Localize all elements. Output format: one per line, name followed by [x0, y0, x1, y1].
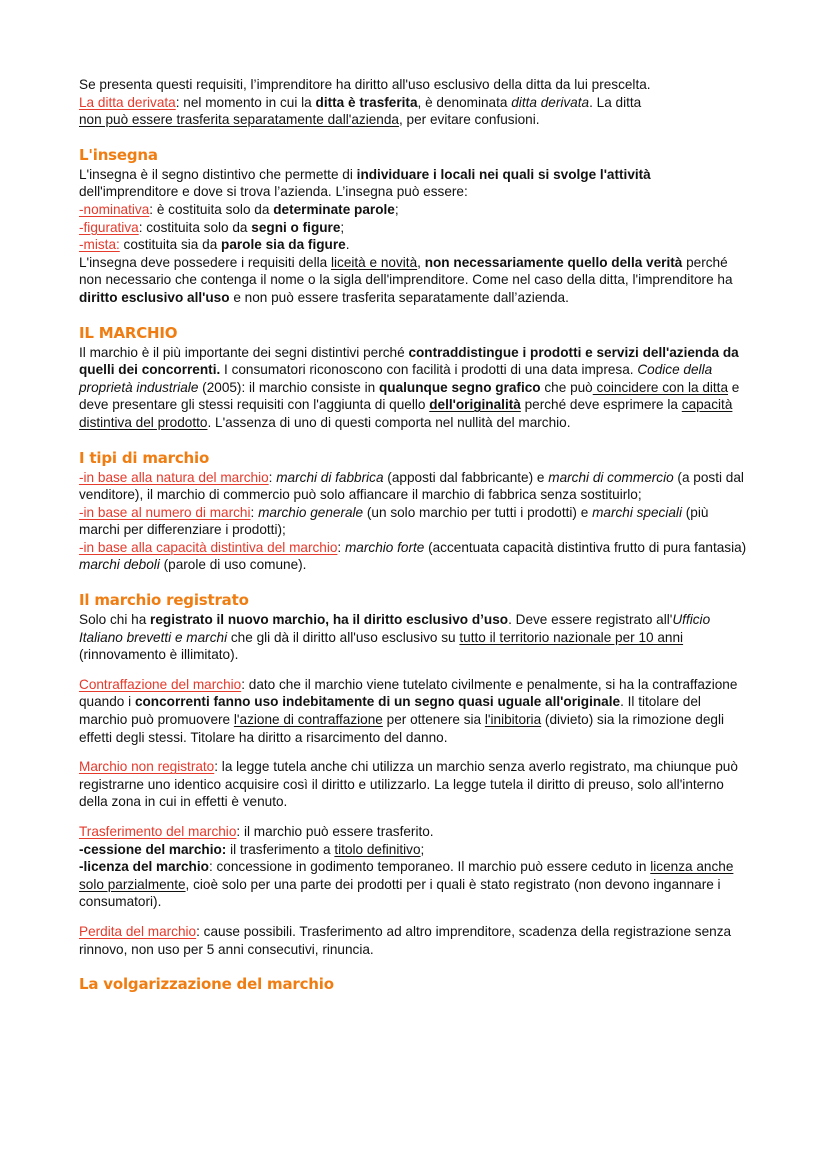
text: ;: [420, 841, 425, 857]
text: dell'imprenditore e dove si trova l’azienda. L’insegna può essere:: [79, 184, 468, 200]
text: (accentuata capacità distintiva frutto di pura fantasia): [424, 539, 747, 555]
paragraph-contraffazione: [79, 676, 751, 746]
paragraph-marchio-registrato: [79, 611, 751, 664]
text: Solo chi ha: [79, 612, 151, 628]
bold-text: concorrenti fanno uso indebitamente di un segno quasi uguale all'originale: [134, 694, 621, 710]
text: L'insegna è il segno distintivo che permette di: [79, 166, 357, 182]
paragraph-marchio-non-registrato: [79, 758, 751, 811]
text: e non può essere trasferita separatamente dall’azienda.: [229, 289, 569, 305]
bold-text: contraddistingue i prodotti e servizi dell'azienda da quelli dei concorrenti.: [79, 344, 739, 378]
bold-text: parole sia da figure: [221, 237, 346, 253]
italic-text: marchi deboli: [79, 557, 160, 573]
heading-marchio-registrato: Il marchio registrato: [79, 591, 249, 610]
heading-insegna: L'insegna: [79, 145, 158, 164]
text: , per evitare confusioni.: [398, 112, 540, 128]
bold-text: -licenza del marchio: [79, 859, 209, 875]
text: . L'assenza di uno di questi comporta nel nullità del marchio.: [207, 414, 571, 430]
text: (divieto) sia la rimozione degli effetti degli stessi. Titolare ha diritto a risarcimento del danno.: [79, 712, 724, 745]
text: perché non necessario che contenga il nome o la sigla dell'imprenditore. Come nel caso della ditta, l'imprenditore ha: [79, 254, 733, 288]
italic-text: marchio forte: [344, 539, 425, 555]
term-nominativa: -nominativa: [79, 201, 150, 217]
text: : costituita solo da: [138, 219, 252, 235]
underlined-text: coincidere con la ditta: [592, 379, 729, 395]
bold-text: determinate parole: [273, 201, 395, 217]
underlined-text: non può essere trasferita separatamente dall'azienda: [79, 112, 399, 128]
bold-text: -cessione del marchio:: [79, 841, 227, 857]
paragraph-perdita: [79, 923, 751, 958]
bold-text: segni o figure: [251, 219, 341, 235]
paragraph-tipi-marchio: [79, 469, 751, 575]
underlined-text: l'azione di contraffazione: [233, 712, 383, 728]
text: : concessione in godimento temporaneo. Il marchio può essere ceduto in: [208, 859, 651, 875]
text: (rinnovamento è illimitato).: [79, 647, 239, 663]
text: , è denominata: [417, 94, 512, 110]
term-trasferimento: Trasferimento del marchio: [79, 824, 237, 839]
bold-text: registrato il nuovo marchio, ha il diritto esclusivo d’uso: [150, 612, 509, 628]
text: . Il titolare del marchio può promuovere: [79, 694, 701, 728]
underlined-text: l'inibitoria: [484, 712, 542, 728]
bold-text: diritto esclusivo all'uso: [79, 289, 230, 305]
italic-text: Ufficio Italiano brevetti e marchi: [79, 612, 711, 645]
italic-text: marchi speciali: [592, 504, 682, 520]
heading-volgarizzazione: La volgarizzazione del marchio: [79, 975, 334, 994]
underlined-text: tutto il territorio nazionale per 10 anni: [459, 629, 684, 645]
text: ,: [417, 254, 425, 270]
paragraph-marchio: [79, 344, 751, 432]
heading-marchio: IL MARCHIO: [79, 323, 178, 342]
bold-text: individuare i locali nei quali si svolge l'attività: [356, 166, 651, 182]
text: costituita sia da: [119, 237, 222, 253]
text: (2005): il marchio consiste in: [198, 379, 379, 395]
bold-underlined-text: dell'originalità: [429, 397, 521, 413]
text: (un solo marchio per tutti i prodotti) e: [363, 504, 593, 520]
term-numero: -in base al numero di marchi: [79, 504, 251, 520]
text: :: [337, 539, 345, 555]
term-contraffazione: Contraffazione del marchio: [79, 676, 242, 692]
italic-text: Codice della proprietà industriale: [79, 362, 713, 395]
term-figurativa: -figurativa: [79, 219, 139, 235]
paragraph-trasferimento: [79, 823, 751, 911]
text: perché deve esprimere la: [520, 397, 682, 413]
term-capacita: -in base alla capacità distintiva del marchio: [79, 539, 338, 555]
underlined-text: capacità distintiva del prodotto: [79, 397, 733, 430]
text: : la legge tutela anche chi utilizza un marchio senza averlo registrato, ma chiunque può registrarne uno identico acquisire così il diritto e utilizzarlo. La legge tutela il diritto di preuso, solo all'interno della zona in cui in effetti è venuto.: [79, 759, 738, 810]
text: : nel momento in cui la: [175, 94, 316, 110]
text: :: [268, 469, 277, 485]
text: che gli dà il diritto all'uso esclusivo su: [227, 629, 460, 645]
text: : dato che il marchio viene tutelato civilmente e penalmente, si ha la contraffazione quando i: [79, 676, 738, 710]
text: . La ditta: [589, 94, 642, 110]
bold-text: non necessariamente quello della verità: [424, 254, 683, 270]
text: : il marchio può essere trasferito.: [236, 824, 434, 839]
text: :: [250, 504, 259, 520]
text: Se presenta questi requisiti, l’imprenditore ha diritto all'uso esclusivo della ditta da lui prescelta.: [79, 77, 651, 92]
text: e deve presentare gli stessi requisiti con l'aggiunta di quello: [79, 379, 740, 413]
text: che può: [540, 379, 593, 395]
text: . Deve essere registrato all': [508, 612, 673, 628]
underlined-text: liceità e novità: [330, 254, 418, 270]
text: .: [345, 237, 350, 253]
text: (a posti dal venditore), il marchio di commercio può solo affiancare il marchio di fabbrica senza sostituirlo;: [79, 469, 744, 503]
bold-text: ditta è trasferita: [315, 94, 418, 110]
text: ;: [340, 219, 345, 235]
term-marchio-non-registrato: Marchio non registrato: [79, 759, 215, 775]
text: per ottenere sia: [382, 712, 485, 728]
text: Il marchio è il più importante dei segni distintivi perché: [79, 344, 409, 360]
heading-tipi-marchio: I tipi di marchio: [79, 448, 210, 467]
text: : cause possibili. Trasferimento ad altro imprenditore, scadenza della registrazione senza rinnovo, non uso per 5 anni consecutivi, rinuncia.: [79, 923, 732, 957]
paragraph-ditta-requisiti: [79, 76, 751, 129]
underlined-text: titolo definitivo: [334, 841, 421, 857]
text: , cioè solo per una parte dei prodotti per i quali è stato registrato (non devono ingannare i consumatori).: [79, 876, 721, 910]
paragraph-insegna: [79, 166, 751, 307]
text: (più marchi per differenziare i prodotti);: [79, 504, 709, 538]
term-mista: -mista:: [79, 237, 120, 253]
text: (parole di uso comune).: [159, 557, 307, 573]
term-ditta-derivata: La ditta derivata: [79, 94, 176, 110]
italic-text: marchi di fabbrica: [276, 469, 384, 485]
italic-text: marchio generale: [258, 504, 364, 520]
text: L'insegna deve possedere i requisiti della: [79, 254, 331, 270]
text: I consumatori riconoscono con facilità i prodotti di una data impresa.: [220, 362, 638, 378]
term-perdita: Perdita del marchio: [79, 923, 197, 939]
text: (apposti dal fabbricante) e: [383, 469, 549, 485]
text: il trasferimento a: [226, 841, 335, 857]
term-natura: -in base alla natura del marchio: [79, 469, 269, 485]
text: ;: [394, 201, 399, 217]
bold-text: qualunque segno grafico: [378, 379, 541, 395]
text: : è costituita solo da: [149, 201, 274, 217]
italic-text: marchi di commercio: [548, 469, 674, 485]
underlined-text: licenza anche solo parzialmente: [79, 859, 734, 892]
italic-text: ditta derivata: [511, 94, 590, 110]
document-page: [79, 76, 751, 995]
